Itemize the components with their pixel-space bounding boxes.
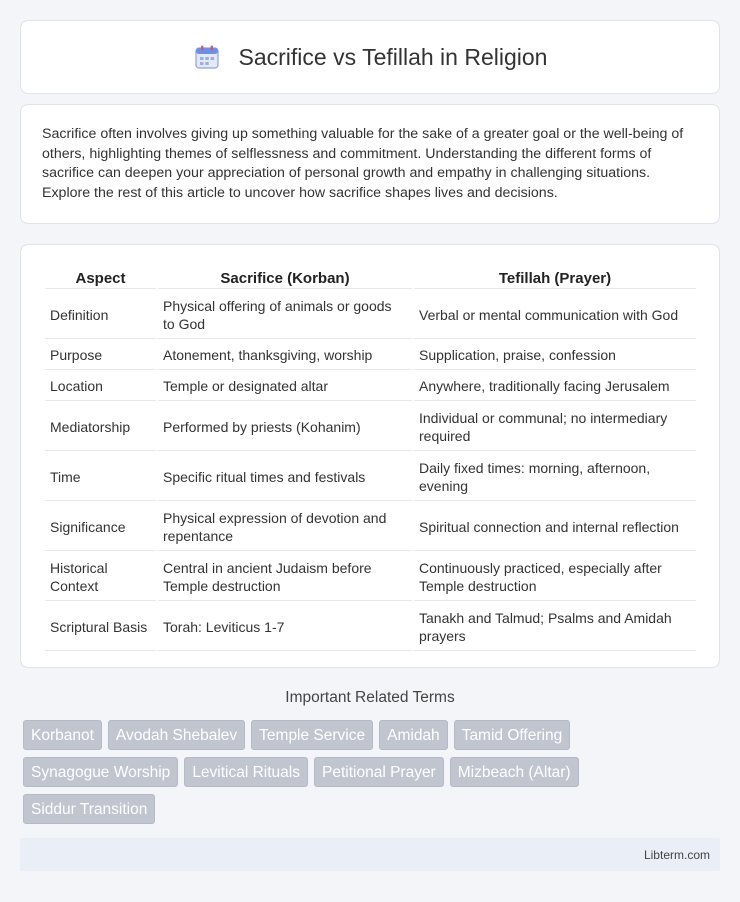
table-row (45, 503, 696, 551)
tag-amidah[interactable]: Amidah (379, 720, 448, 750)
tag-siddur-transition[interactable]: Siddur Transition (23, 794, 155, 824)
table-row (45, 403, 696, 451)
calendar-icon (193, 43, 221, 71)
table-cell: Performed by priests (Kohanim) (158, 403, 412, 451)
table-cell: Tanakh and Talmud; Psalms and Amidah prayers (414, 603, 696, 651)
table-cell: Physical expression of devotion and repentance (158, 503, 412, 551)
tag-synagogue-worship[interactable]: Synagogue Worship (23, 757, 178, 787)
table-cell: Individual or communal; no intermediary required (414, 403, 696, 451)
tag-temple-service[interactable]: Temple Service (251, 720, 373, 750)
footer (20, 838, 720, 871)
table-cell: Historical Context (45, 553, 156, 601)
tag-tamid-offering[interactable]: Tamid Offering (454, 720, 571, 750)
table-cell: Verbal or mental communication with God (414, 291, 696, 339)
table-cell: Daily fixed times: morning, afternoon, evening (414, 453, 696, 501)
header-card (20, 20, 720, 94)
table-cell: Mediatorship (45, 403, 156, 451)
table-cell: Specific ritual times and festivals (158, 453, 412, 501)
table-cell: Atonement, thanksgiving, worship (158, 341, 412, 370)
intro-card (20, 104, 720, 224)
tag-mizbeach-altar[interactable]: Mizbeach (Altar) (450, 757, 579, 787)
header-aspect: Aspect (45, 265, 156, 289)
comparison-table (43, 263, 698, 653)
table-cell: Central in ancient Judaism before Temple destruction (158, 553, 412, 601)
header-tefillah: Tefillah (Prayer) (414, 265, 696, 289)
tag-korbanot[interactable]: Korbanot (23, 720, 102, 750)
table-cell: Scriptural Basis (45, 603, 156, 651)
table-cell: Definition (45, 291, 156, 339)
table-cell: Supplication, praise, confession (414, 341, 696, 370)
table-cell: Time (45, 453, 156, 501)
table-card (20, 244, 720, 668)
table-cell: Significance (45, 503, 156, 551)
table-cell: Anywhere, traditionally facing Jerusalem (414, 372, 696, 401)
table-cell: Continuously practiced, especially after Temple destruction (414, 553, 696, 601)
table-row (45, 291, 696, 339)
table-header-row (45, 265, 696, 289)
table-cell: Torah: Leviticus 1-7 (158, 603, 412, 651)
related-terms-title: Important Related Terms (285, 689, 455, 706)
table-cell: Spiritual connection and internal reflection (414, 503, 696, 551)
tag-petitional-prayer[interactable]: Petitional Prayer (314, 757, 444, 787)
related-terms-list (23, 720, 713, 824)
tag-avodah-shebalev[interactable]: Avodah Shebalev (108, 720, 245, 750)
table-row (45, 372, 696, 401)
table-row (45, 553, 696, 601)
title-wrap (193, 43, 548, 71)
tag-levitical-rituals[interactable]: Levitical Rituals (184, 757, 308, 787)
table-cell: Purpose (45, 341, 156, 370)
footer-site-link[interactable]: Libterm.com (643, 847, 710, 862)
table-cell: Temple or designated altar (158, 372, 412, 401)
header-sacrifice: Sacrifice (Korban) (158, 265, 412, 289)
table-cell: Location (45, 372, 156, 401)
table-cell: Physical offering of animals or goods to God (158, 291, 412, 339)
table-row (45, 341, 696, 370)
page-title: Sacrifice vs Tefillah in Religion (238, 43, 548, 70)
table-row (45, 453, 696, 501)
table-row (45, 603, 696, 651)
intro-text: Sacrifice often involves giving up something valuable for the sake of a greater goal or the well-being of others, highlighting themes of selflessness and commitment. Understanding the different forms of sacrifice can deepen your appreciation of personal growth and empathy in challenging situations. Explore the rest of this article to uncover how sacrifice shapes lives and decisions. (42, 126, 684, 201)
